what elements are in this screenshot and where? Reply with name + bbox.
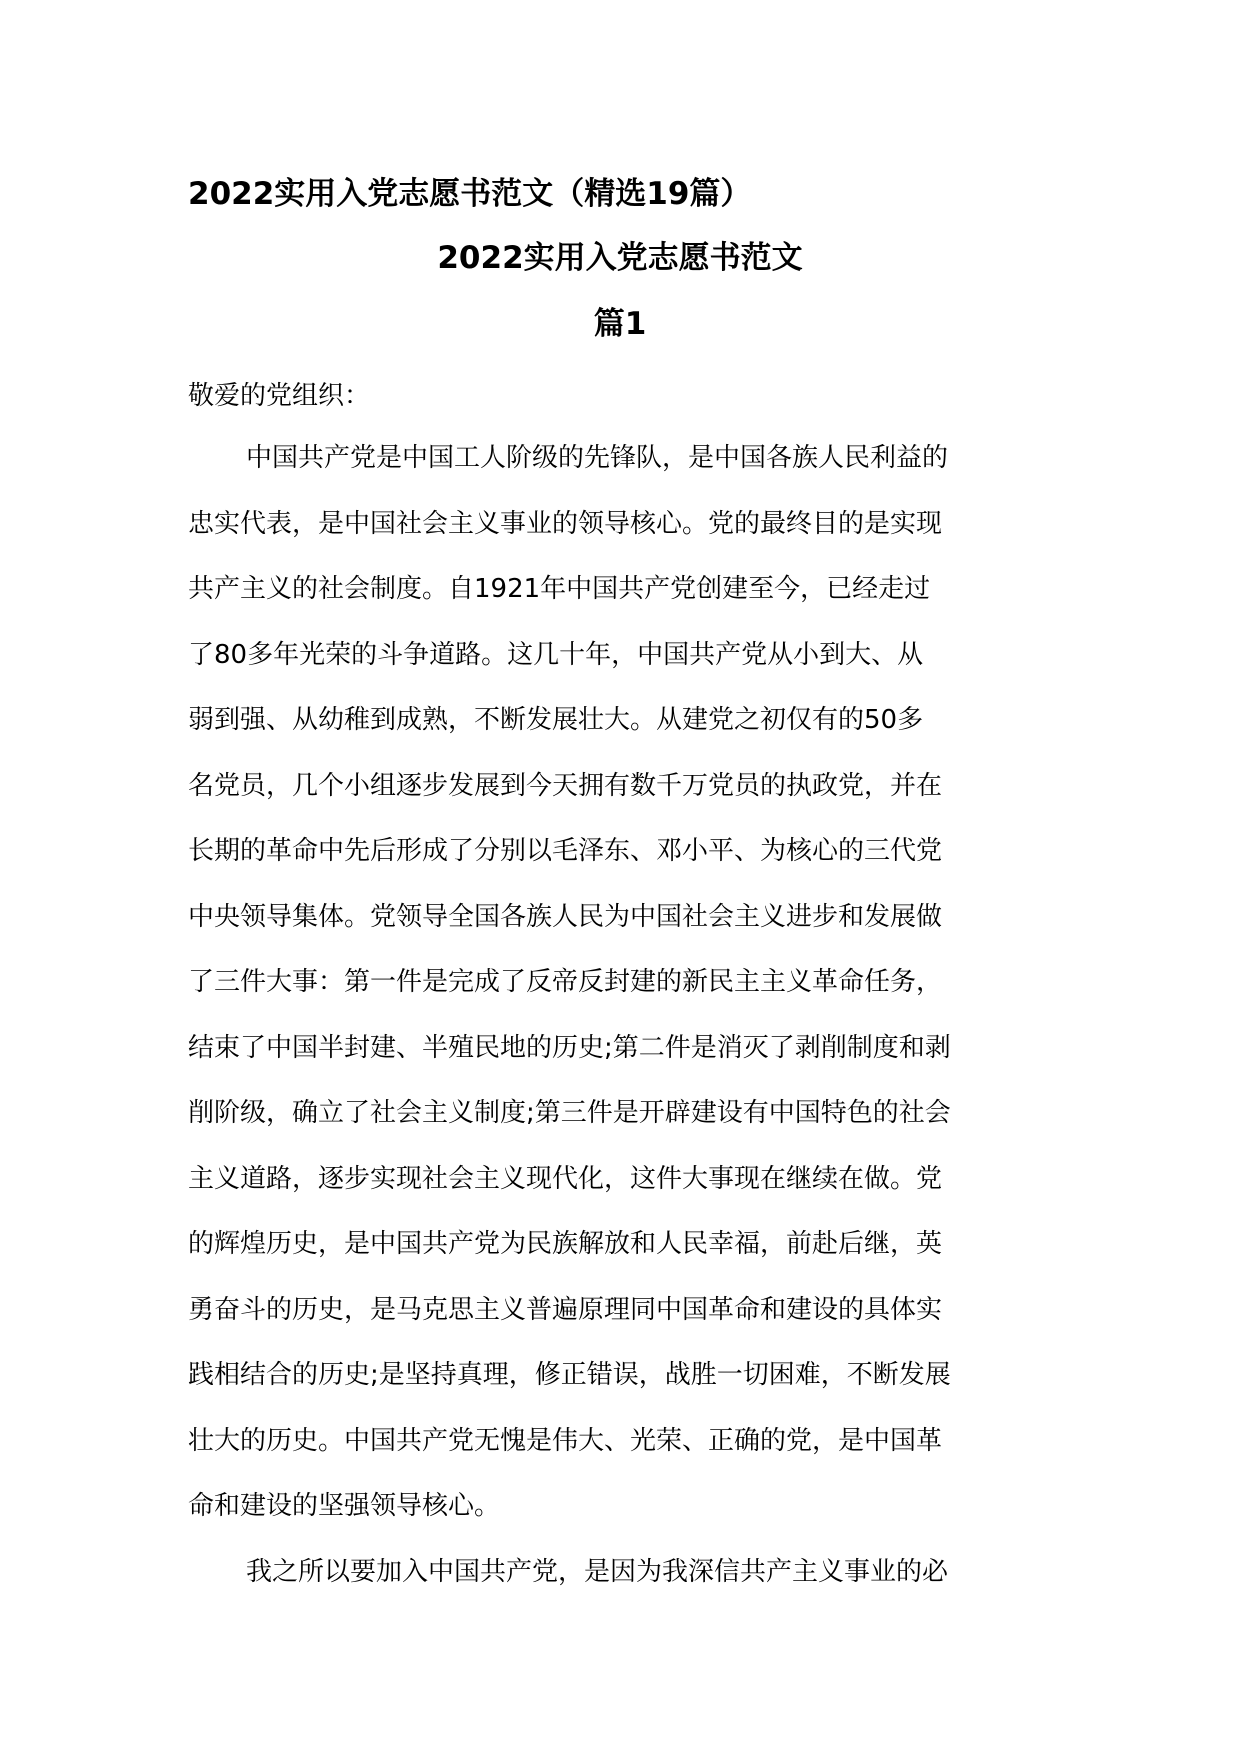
section-heading: 篇1 [593, 306, 647, 342]
text-line: 践相结合的历史;是坚持真理，修正错误，战胜一切困难，不断发展 [188, 1360, 951, 1390]
text-line: 了80多年光荣的斗争道路。这几十年，中国共产党从小到大、从 [188, 639, 924, 670]
text-line: 弱到强、从幼稚到成熟，不断发展壮大。从建党之初仅有的50多 [188, 705, 924, 735]
salutation: 敬爱的党组织： [188, 381, 371, 411]
document-subtitle: 2022实用入党志愿书范文 [437, 240, 803, 276]
text-line: 中央领导集体。党领导全国各族人民为中国社会主义进步和发展做 [188, 901, 943, 932]
body-text [188, 436, 1056, 1615]
text-line: 削阶级，确立了社会主义制度;第三件是开辟建设有中国特色的社会 [188, 1098, 951, 1128]
text-line: 结束了中国半封建、半殖民地的历史;第二件是消灭了剥削制度和剥 [188, 1032, 951, 1063]
text-line: 勇奋斗的历史，是马克思主义普遍原理同中国革命和建设的具体实 [188, 1294, 943, 1325]
text-line: 主义道路，逐步实现社会主义现代化，这件大事现在继续在做。党 [188, 1163, 943, 1194]
text-line: 名党员，几个小组逐步发展到今天拥有数千万党员的执政党，并在 [188, 770, 943, 801]
text-line: 我之所以要加入中国共产党，是因为我深信共产主义事业的必 [246, 1556, 949, 1587]
document-title: 2022实用入党志愿书范文（精选19篇） [188, 176, 752, 212]
text-line: 了三件大事：第一件是完成了反帝反封建的新民主主义革命任务， [188, 967, 943, 997]
text-line: 命和建设的坚强领导核心。 [188, 1491, 501, 1521]
text-line: 壮大的历史。中国共产党无愧是伟大、光荣、正确的党，是中国革 [188, 1425, 943, 1456]
text-line: 共产主义的社会制度。自1921年中国共产党创建至今，已经走过 [188, 574, 931, 604]
text-line: 的辉煌历史，是中国共产党为民族解放和人民幸福，前赴后继，英 [188, 1229, 943, 1259]
text-line: 长期的革命中先后形成了分别以毛泽东、邓小平、为核心的三代党 [188, 836, 943, 866]
text-line: 忠实代表，是中国社会主义事业的领导核心。党的最终目的是实现 [188, 508, 943, 539]
text-line: 中国共产党是中国工人阶级的先锋队，是中国各族人民利益的 [246, 443, 949, 473]
